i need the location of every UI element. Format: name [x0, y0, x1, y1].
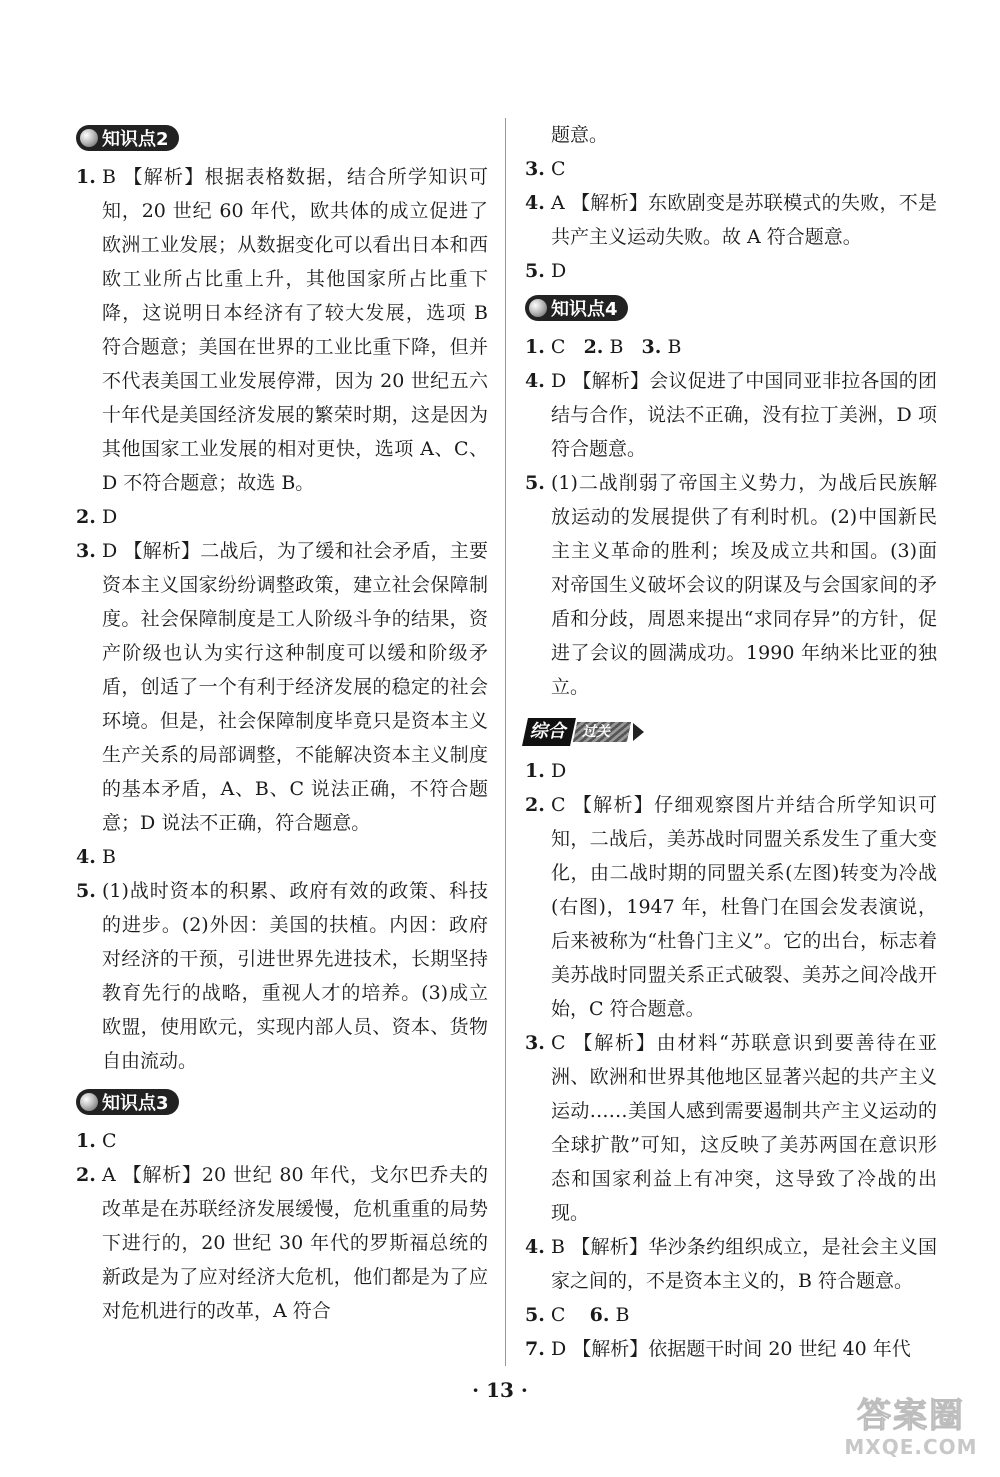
- answer-item: [525, 1230, 937, 1298]
- answer-number: 4.: [525, 192, 545, 214]
- answer-value: B: [615, 1304, 630, 1326]
- answer-text: B 【解析】华沙条约组织成立，是社会主义国家之间的，不是资本主义的，B 符合题意。: [551, 1236, 937, 1292]
- site-watermark: [836, 1397, 986, 1467]
- answer-number: 3.: [76, 540, 96, 562]
- kp4-answer-list: [525, 364, 937, 704]
- answer-item: [525, 186, 937, 254]
- answer-text: A 【解析】东欧剧变是苏联模式的失败，不是共产主义运动失败。故 A 符合题意。: [551, 192, 937, 248]
- comprehensive-answer-list: [525, 754, 937, 1298]
- answer-item: [76, 160, 488, 500]
- answer-number: 5.: [76, 880, 96, 902]
- answer-item: [76, 534, 488, 840]
- section-badge: [76, 1089, 179, 1115]
- answer-value: B: [609, 336, 624, 358]
- answer-item: [76, 840, 488, 874]
- left-column: [76, 118, 488, 1328]
- section-label: 知识点3: [102, 1093, 169, 1114]
- answer-value: C: [550, 1304, 566, 1326]
- answer-text: B: [102, 846, 116, 868]
- section-label: 综合: [522, 718, 576, 746]
- answer-value: C: [550, 336, 566, 358]
- bullet-ball-icon: [80, 1093, 98, 1111]
- answer-item: [525, 152, 937, 186]
- section-label: 知识点2: [102, 129, 169, 150]
- answer-item: [525, 788, 937, 1026]
- bullet-ball-icon: [80, 129, 98, 147]
- comprehensive-badge: [525, 718, 644, 746]
- answer-number: 4.: [525, 1236, 545, 1258]
- watermark-logo: 答案圈: [857, 1396, 965, 1436]
- page-number: · 13 ·: [472, 1378, 528, 1402]
- right-column: [525, 118, 937, 1366]
- comprehensive-short-answers: [525, 1298, 937, 1332]
- answer-number: 2.: [76, 506, 96, 528]
- answer-item: [525, 754, 937, 788]
- watermark-url: MXQE.COM: [844, 1435, 978, 1459]
- section-header-comprehensive: [525, 714, 937, 750]
- kp2-answer-list: [76, 160, 488, 1078]
- section-header-kp2: [76, 120, 488, 156]
- bullet-ball-icon: [529, 299, 547, 317]
- answer-item: [525, 1026, 937, 1230]
- answer-text: (1)二战削弱了帝国主义势力，为战后民族解放运动的发展提供了有利时机。(2)中国新民主主义革命的胜利；埃及成立共和国。(3)面对帝国生义破坏会议的阴谋及与会国家间的矛盾和分歧，周恩来提出“求同存异”的方针，促进了会议的圆满成功。1990 年纳米比亚的独立。: [551, 472, 937, 698]
- answer-text: D 【解析】会议促进了中国同亚非拉各国的团结与合作，说法不正确，没有拉丁美洲，D 项符合题意。: [551, 370, 937, 460]
- section-badge: [525, 295, 628, 321]
- answer-item: [76, 1158, 488, 1328]
- answer-text: A 【解析】20 世纪 80 年代，戈尔巴乔夫的改革是在苏联经济发展缓慢，危机重重的局势下进行的，20 世纪 30 年代的罗斯福总统的新政是为了应对经济大危机，他们都是为了应对危机进行的改革，A 符合: [102, 1164, 488, 1322]
- section-label: 知识点4: [551, 299, 618, 320]
- answer-item: [525, 466, 937, 704]
- answer-text: D: [551, 260, 567, 282]
- carry-over-text: 题意。: [551, 124, 609, 146]
- answer-number: 3.: [525, 158, 545, 180]
- answer-number: 5.: [525, 472, 545, 494]
- answer-number: 1.: [76, 166, 96, 188]
- answer-item: [525, 364, 937, 466]
- answer-text: C 【解析】由材料“苏联意识到要善待在亚洲、欧洲和世界其他地区显著兴起的共产主义运动……美国人感到需要遏制共产主义运动的全球扩散”可知，这反映了美苏两国在意识形态和国家利益上有冲突，这导致了冷战的出现。: [551, 1032, 937, 1224]
- kp3-answer-list: [76, 1124, 488, 1328]
- answer-number: 3.: [525, 1032, 545, 1054]
- answer-number: 1.: [525, 760, 545, 782]
- answer-item: [525, 1332, 937, 1366]
- answer-text: D: [102, 506, 118, 528]
- answer-item: [76, 1124, 488, 1158]
- answer-text: B 【解析】根据表格数据，结合所学知识可知，20 世纪 60 年代，欧共体的成立促进了欧洲工业发展；从数据变化可以看出日本和西欧工业所占比重上升，其他国家所占比重下降，这说明日本经济有了较大发展，选项 B 符合题意；美国在世界的工业比重下降，但并不代表美国工业发展停滞，因为 20 世纪五六十年代是美国经济发展的繁荣时期，这是因为其他国家工业发展的相对更快，选项 A、C、D 不符合题意；故选 B。: [102, 166, 488, 494]
- kp3-continued-list: [525, 152, 937, 288]
- answer-text: D 【解析】二战后，为了缓和社会矛盾，主要资本主义国家纷纷调整政策，建立社会保障制度。社会保障制度是工人阶级斗争的结果，资产阶级也认为实行这种制度可以缓和阶级矛盾，创适了一个有利于经济发展的稳定的社会环境。但是，社会保障制度毕竟只是资本主义生产关系的局部调整，不能解决资本主义制度的基本矛盾，A、B、C 说法正确，不符合题意；D 说法不正确，符合题意。: [102, 540, 488, 834]
- answer-text: D 【解析】依据题干时间 20 世纪 40 年代: [551, 1338, 911, 1360]
- kp4-short-answers: [525, 330, 937, 364]
- section-header-kp3: [76, 1084, 488, 1120]
- answer-number: 2.: [76, 1164, 96, 1186]
- answer-number: 3.: [641, 336, 662, 358]
- answer-item: [525, 254, 937, 288]
- section-badge: [76, 125, 179, 151]
- answer-text: D: [551, 760, 567, 782]
- answer-value: B: [667, 336, 682, 358]
- comprehensive-answer-list-cont: [525, 1332, 937, 1366]
- answer-number: 1.: [76, 1130, 96, 1152]
- section-header-kp4: [525, 290, 937, 326]
- answer-number: 4.: [76, 846, 96, 868]
- answer-text: C: [551, 158, 566, 180]
- answer-number: 5.: [525, 1304, 545, 1326]
- answer-number: 5.: [525, 260, 545, 282]
- answer-text: (1)战时资本的积累、政府有效的政策、科技的进步。(2)外因：美国的扶植。内因：政府对经济的干预，引进世界先进技术，长期坚持教育先行的战略，重视人才的培养。(3)成立欧盟，使用欧元，实现内部人员、资本、货物自由流动。: [102, 880, 488, 1072]
- column-divider: [505, 118, 506, 1366]
- arrow-right-icon: [633, 723, 644, 741]
- answer-number: 2.: [583, 336, 604, 358]
- answer-number: 7.: [525, 1338, 545, 1360]
- answer-item: [76, 874, 488, 1078]
- section-sublabel: 过关: [573, 722, 631, 742]
- answer-item: [76, 500, 488, 534]
- answer-number: 6.: [589, 1304, 610, 1326]
- answer-number: 2.: [525, 794, 545, 816]
- answer-text: C: [102, 1130, 117, 1152]
- answer-text: C 【解析】仔细观察图片并结合所学知识可知，二战后，美苏战时同盟关系发生了重大变化，由二战时期的同盟关系(左图)转变为冷战(右图)，1947 年，杜鲁门在国会发表演说，后来被称为“杜鲁门主义”。它的出台，标志着美苏战时同盟关系正式破裂、美苏之间冷战开始，C 符合题意。: [551, 794, 937, 1020]
- answer-number: 4.: [525, 370, 545, 392]
- answer-number: 1.: [525, 336, 545, 358]
